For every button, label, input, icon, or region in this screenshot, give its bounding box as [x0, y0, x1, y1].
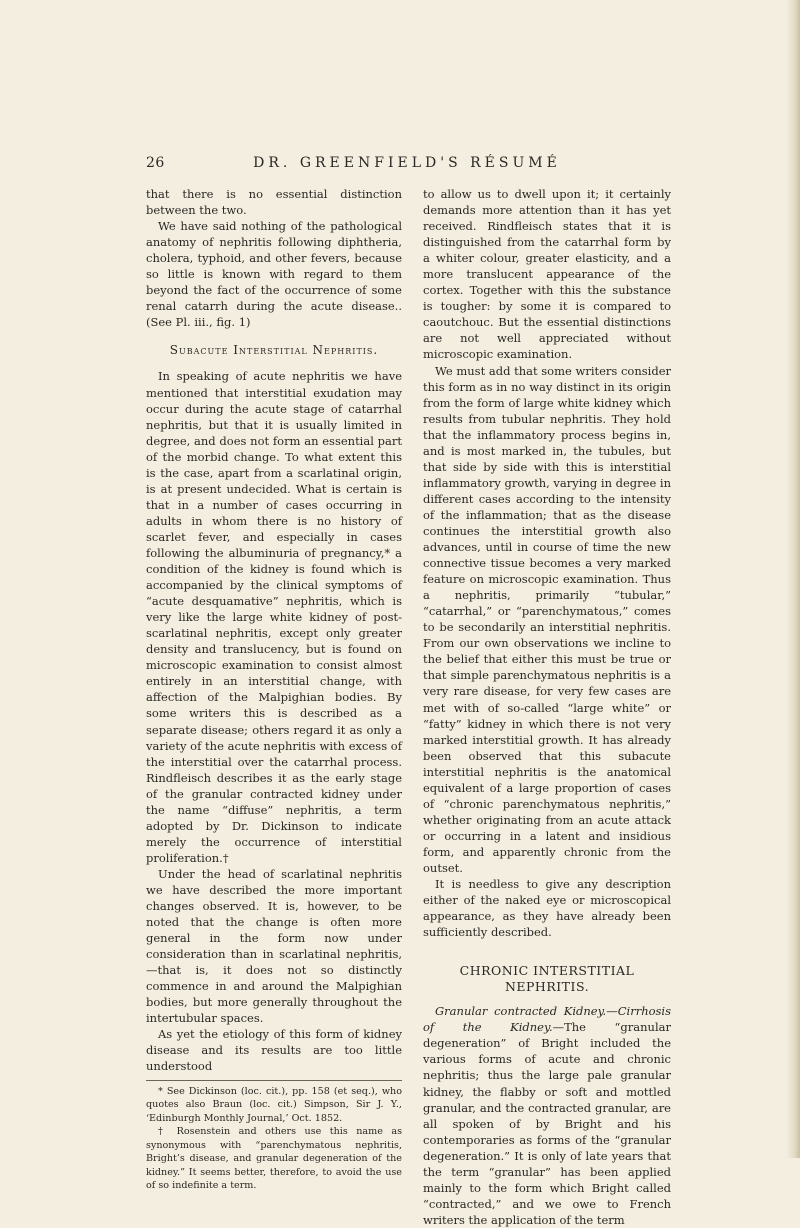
paragraph: We have said nothing of the pathological anatomy of nephritis following diphtheria, cholera, typhoid, and other fevers, because so little is known with regard to them beyond the fact of the occurrence of some renal catarrh during the acute disease.. (See Pl. iii., fig. 1) [146, 219, 402, 330]
paragraph [423, 1003, 671, 1228]
footnote: † Rosenstein and others use this name as synonymous with “parenchymatous nephritis, Bright’s disease, and granular degeneration of the kidney.” It seems better, therefore, to avoid the use of so indefinite a term. [146, 1126, 402, 1192]
footnote: * See Dickinson (loc. cit.), pp. 158 (et seq.), who quotes also Braun (loc. cit.) Simpson, Sir J. Y., ‘Edinburgh Monthly Journal,’ Oct. 1852. [146, 1085, 402, 1124]
paragraph-body: —The “granular degeneration” of Bright included the various forms of acute and chronic nephritis; thus the large pale granular kidney, the flabby or soft and mottled granular, and the contracted granular, are all spoken of by Bright and his contemporaries as forms of the “granular degeneration.” It is only of late years that the term “granular” has been applied mainly to the form which Bright called “contracted,” and we owe to French writers the application of the term [423, 1020, 671, 1227]
page-number: 26 [146, 155, 165, 171]
paragraph: As yet the etiology of this form of kidney disease and its results are too little understood [146, 1027, 402, 1074]
footnote-divider [146, 1080, 402, 1081]
paragraph: to allow us to dwell upon it; it certainly demands more attention than it has yet received. Rindfleisch states that it is distinguished from the catarrhal form by a whiter colour, greater elasticity, and a more translucent appearance of the cortex. Together with this the substance is tougher: by some it is compared to caoutchouc. But the essential distinctions are not well appreciated without microscopic examination. [423, 187, 671, 362]
paragraph-lead-italic: Granular contracted Kidney.—Cirrhosis of the Kidney. [423, 1004, 671, 1035]
paragraph: In speaking of acute nephritis we have mentioned that interstitial exudation may occur during the acute stage of catarrhal nephritis, but that it is usually limited in degree, and does not form an essential part of the morbid change. To what extent this is the case, apart from a scarlatinal origin, is at present undecided. What is certain is that in a number of cases occurring in adults in whom there is no history of scarlet fever, and especially in cases following the albuminuria of pregnancy,* a condition of the kidney is found which is accompanied by the clinical symptoms of “acute desquamative” nephritis, which is very like the large white kidney of post-scarlatinal nephritis, except only greater density and translucency, but is found on microscopic examination to consist almost entirely in an interstitial change, with affection of the Malpighian bodies. By some writers this is described as a separate disease; others regard it as only a variety of the acute nephritis with excess of the interstitial over the catarrhal process. Rindfleisch describes it as the early stage of the granular contracted kidney under the name “diffuse” nephritis, a term adopted by Dr. Dickinson to indicate merely the occurrence of interstitial proliferation.† [146, 369, 402, 865]
left-column [146, 186, 402, 1193]
paragraph: Under the head of scarlatinal nephritis we have described the more important changes observed. It is, however, to be noted that the change is often more general in the form now under consideration than in scarlatinal nephritis, —that is, it does not so distinctly commence in and around the Malpighian bodies, but more generally throughout the intertubular spaces. [146, 866, 402, 1026]
right-column [423, 186, 671, 1228]
page-header [146, 155, 668, 177]
section-heading-subacute: Subacute Interstitial Nephritis. [169, 343, 379, 358]
running-title: DR. GREENFIELD'S RÉSUMÉ [253, 155, 561, 171]
page-edge-shadow [786, 0, 800, 1158]
paragraph: that there is no essential distinction between the two. [146, 187, 402, 218]
section-heading-chronic: CHRONIC INTERSTITIAL NEPHRITIS. [459, 963, 635, 995]
paragraph: It is needless to give any description either of the naked eye or microscopical appearance, as they have already been sufficiently described. [423, 877, 671, 940]
footnotes [146, 1085, 402, 1193]
paragraph: We must add that some writers consider this form as in no way distinct in its origin from the form of large white kidney which results from tubular nephritis. They hold that the inflammatory process begins in, and is most marked in, the tubules, but that side by side with this is interstitial inflammatory growth, varying in degree in different cases according to the intensity of the inflammation; that as the disease continues the interstitial growth also advances, until in course of time the new connective tissue becomes a very marked feature on microscopic examination. Thus a nephritis, primarily “tubular,” “catarrhal,” or “parenchymatous,” comes to be secondarily an interstitial nephritis. From our own observations we incline to the belief that either this must be true or that simple parenchymatous nephritis is a very rare disease, for very few cases are met with of so-called “large white” or “fatty” kidney in which there is not very marked interstitial growth. It has already been observed that this subacute interstitial nephritis is the anatomical equivalent of a large proportion of cases of “chronic parenchymatous nephritis,” whether originating from an acute attack or occurring in a latent and insidious form, and apparently chronic from the outset. [423, 363, 672, 875]
